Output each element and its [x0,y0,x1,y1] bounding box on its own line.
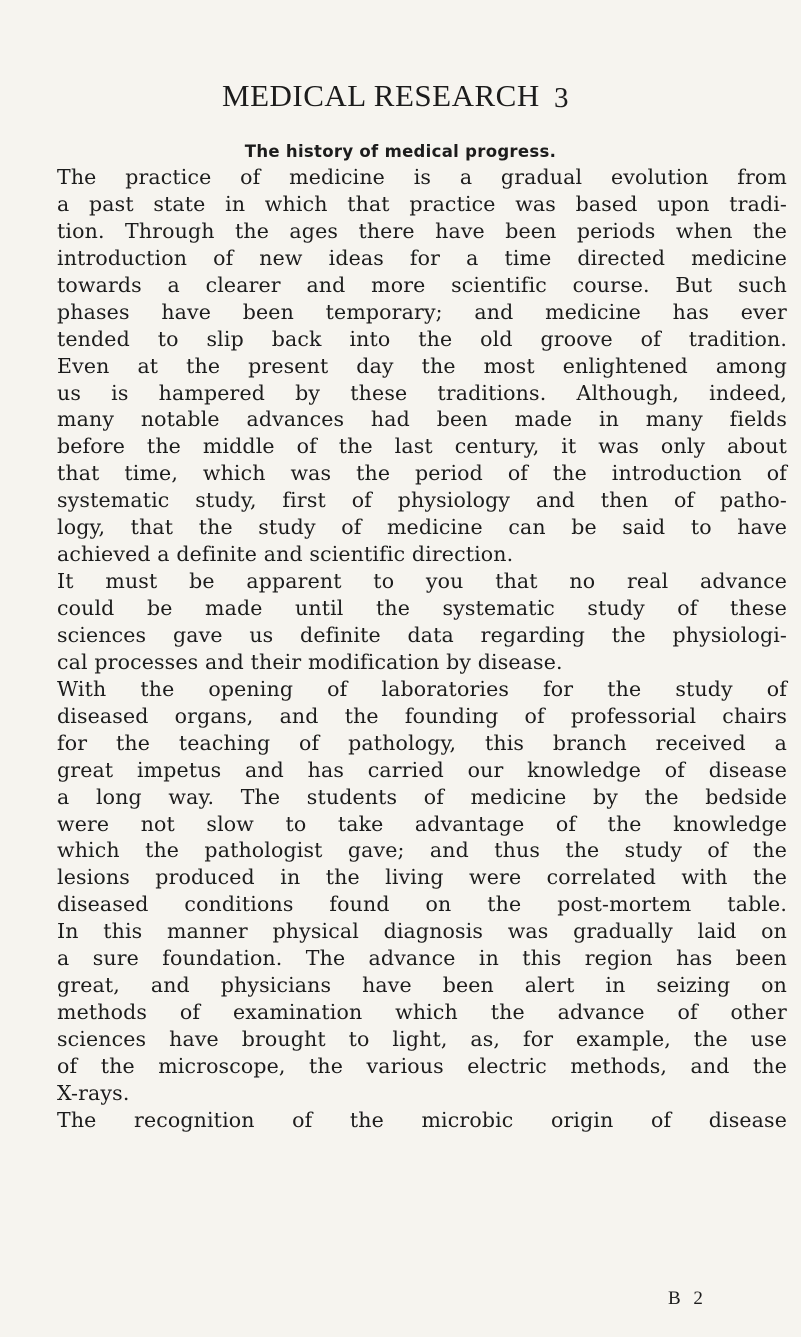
text-line: cal processes and their modification by disease. [57,649,563,674]
text-line: for the teaching of pathology, this branch received a [57,730,787,755]
text-line: systematic study, first of physiology and then of patho- [57,488,787,513]
text-line: diseased conditions found on the post-mortem table. [57,892,787,917]
text-line: In this manner physical diagnosis was gradually laid on [57,919,787,944]
text-line: Even at the present day the most enlightened among [57,353,787,378]
text-line: diseased organs, and the founding of professorial chairs [57,703,787,728]
text-line: X-rays. [57,1080,130,1105]
text-line: The recognition of the microbic origin of disease [57,1107,787,1132]
text-line: phases have been temporary; and medicine has ever [57,299,787,324]
page-header [0,78,801,118]
text-line: were not slow to take advantage of the knowledge [57,811,787,836]
text-line: The practice of medicine is a gradual evolution from [57,165,787,189]
text-line: methods of examination which the advance of other [57,1000,787,1025]
text-line: before the middle of the last century, it was only about [57,434,787,459]
text-line: a sure foundation. The advance in this region has been [57,946,787,971]
text-line: towards a clearer and more scientific course. But such [57,272,787,297]
text-line: logy, that the study of medicine can be said to have [57,515,787,540]
text-line: introduction of new ideas for a time directed medicine [57,245,787,270]
text-line: lesions produced in the living were correlated with the [57,865,787,890]
running-head: MEDICAL RESEARCH [222,78,540,113]
text-line: a past state in which that practice was based upon tradi- [57,191,787,216]
text-line: It must be apparent to you that no real advance [57,569,787,594]
text-line: that time, which was the period of the introduction of [57,461,787,486]
text-line: sciences have brought to light, as, for example, the use [57,1027,787,1051]
text-line: With the opening of laboratories for the study of [57,676,787,701]
text-line: tended to slip back into the old groove of tradition. [57,326,787,351]
text-line: achieved a definite and scientific direction. [57,542,514,567]
text-line: us is hampered by these traditions. Although, indeed, [57,380,787,405]
page-number: 3 [554,82,569,114]
text-line: of the microscope, the various electric methods, and the [57,1053,787,1078]
text-line: sciences gave us definite data regarding the physiologi- [57,622,787,647]
text-line: great, and physicians have been alert in seizing on [57,973,787,998]
section-heading: The history of medical progress. [244,142,557,161]
body-text [57,164,787,1134]
text-line: many notable advances had been made in many fields [57,407,787,432]
text-line: tion. Through the ages there have been periods when the [57,218,787,243]
text-line: a long way. The students of medicine by the bedside [57,784,787,809]
text-line: which the pathologist gave; and thus the study of the [57,838,787,863]
text-line: could be made until the systematic study of these [57,596,787,620]
signature-mark: B 2 [668,1288,707,1309]
text-line: great impetus and has carried our knowledge of disease [57,757,787,782]
